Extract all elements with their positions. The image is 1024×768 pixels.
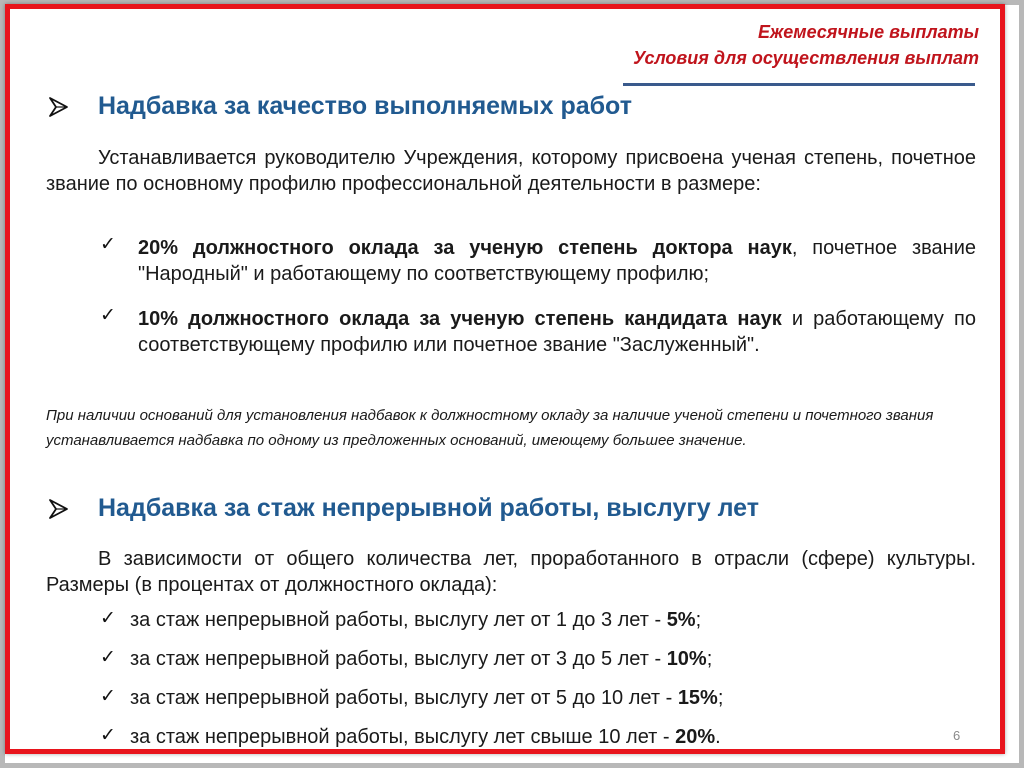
page-number: 6: [953, 728, 961, 743]
section-intro-seniority: В зависимости от общего количества лет, проработанного в отрасли (сфере) культуры. Размеры (в процентах от должностного оклада):: [46, 548, 976, 596]
slide-header: [633, 19, 979, 71]
checkmark-icon: ✓: [100, 304, 116, 326]
list-item: за стаж непрерывной работы, выслугу лет от 3 до 5 лет - 10%;: [130, 648, 713, 670]
list-item: за стаж непрерывной работы, выслугу лет свыше 10 лет - 20%.: [130, 726, 721, 748]
section-heading-seniority: Надбавка за стаж непрерывной работы, выслугу лет: [98, 494, 759, 522]
arrow-bullet-icon: [47, 96, 69, 118]
header-rule: [623, 83, 975, 86]
section-intro-quality: Устанавливается руководителю Учреждения, которому присвоена ученая степень, почетное звание по основному профилю профессиональной деятельности в размере:: [46, 147, 976, 195]
note-text: При наличии оснований для установления надбавок к должностному окладу за наличие ученой степени и почетного звания устанавливается надбавка по одному из предложенных оснований, имеющему большее значение.: [46, 407, 934, 449]
header-title: Ежемесячные выплаты: [757, 22, 979, 42]
section-heading-quality: Надбавка за качество выполняемых работ: [98, 92, 632, 120]
checkmark-icon: ✓: [100, 607, 116, 629]
header-subtitle: Условия для осуществления выплат: [633, 48, 979, 68]
list-item: 20% должностного оклада за ученую степень доктора наук, почетное звание "Народный" и работающему по соответствующему профилю;: [138, 237, 976, 285]
checkmark-icon: ✓: [100, 233, 116, 255]
list-item: за стаж непрерывной работы, выслугу лет от 5 до 10 лет - 15%;: [130, 687, 724, 709]
checkmark-icon: ✓: [100, 724, 116, 746]
arrow-bullet-icon: [47, 498, 69, 520]
list-item: за стаж непрерывной работы, выслугу лет от 1 до 3 лет - 5%;: [130, 609, 702, 631]
list-item: 10% должностного оклада за ученую степень кандидата наук и работающему по соответствующему профилю или почетное звание "Заслуженный".: [138, 308, 976, 356]
checkmark-icon: ✓: [100, 646, 116, 668]
checkmark-icon: ✓: [100, 685, 116, 707]
